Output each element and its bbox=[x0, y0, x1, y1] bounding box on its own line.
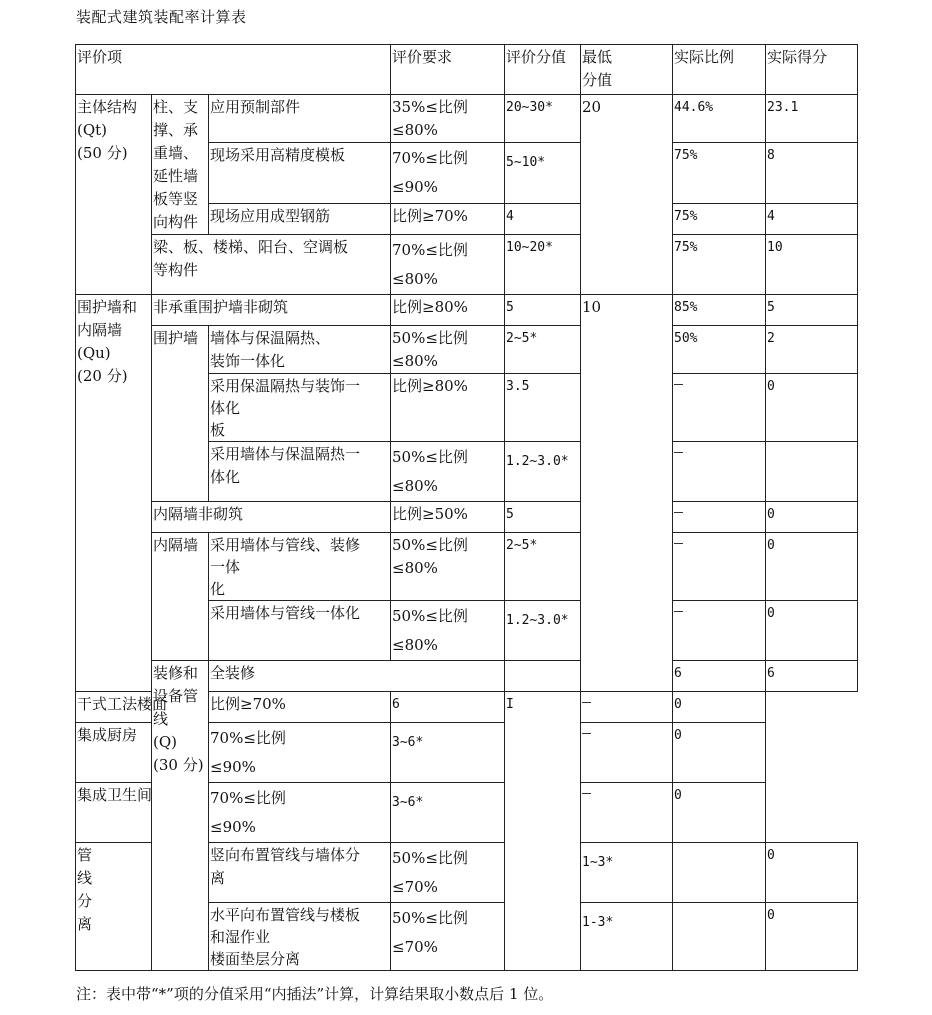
actual-formwork: 8 bbox=[766, 143, 858, 203]
actual-dry-floor: 0 bbox=[673, 692, 766, 723]
score-wall-pipe-deco: 2~5* bbox=[505, 533, 581, 601]
dash-mark bbox=[674, 543, 683, 544]
dash-mark bbox=[582, 702, 591, 703]
sub-dry-floor: 干式工法楼面 bbox=[76, 692, 209, 723]
ratio-nonload-wall: 85% bbox=[673, 295, 766, 326]
item-prefab: 应用预制部件 bbox=[209, 95, 391, 143]
actual-horizontal-pipe: 0 bbox=[766, 903, 858, 971]
req-wall-insulation-deco: 50%≤比例 ≤80% bbox=[391, 326, 505, 374]
actual-prefab: 23.1 bbox=[766, 95, 858, 143]
footnote: 注：表中带“*”项的分值采用“内插法”计算，计算结果取小数点后 1 位。 bbox=[76, 985, 554, 1003]
ratio-wall-pipe-deco bbox=[673, 533, 766, 601]
score-dry-floor: 6 bbox=[391, 692, 505, 723]
dash-mark bbox=[582, 793, 591, 794]
sub-kitchen: 集成厨房 bbox=[76, 723, 209, 783]
score-prefab: 20~30* bbox=[505, 95, 581, 143]
min-envelope: 10 bbox=[581, 295, 673, 692]
score-inner-wall-nonmasonry: 5 bbox=[505, 502, 581, 533]
actual-wall-insulation bbox=[766, 442, 858, 502]
req-horizontal-pipe: 50%≤比例 ≤70% bbox=[391, 903, 505, 971]
ratio-horizontal-pipe bbox=[673, 903, 766, 971]
assembly-rate-table bbox=[75, 44, 858, 971]
ratio-wall-insulation bbox=[673, 442, 766, 502]
score-formwork: 5~10* bbox=[505, 143, 581, 203]
group-decoration: 装修和 设备管线 (Q) (30 分) bbox=[152, 661, 209, 971]
dash-mark bbox=[674, 611, 683, 612]
page-title: 装配式建筑装配率计算表 bbox=[76, 8, 247, 26]
min-dry-floor: I bbox=[505, 692, 581, 971]
req-wall-pipe-deco: 50%≤比例 ≤80% bbox=[391, 533, 505, 601]
score-wall-pipe: 1.2~3.0* bbox=[505, 601, 581, 661]
req-nonload-wall: 比例≥80% bbox=[391, 295, 505, 326]
actual-nonload-wall: 5 bbox=[766, 295, 858, 326]
item-wall-insulation: 采用墙体与保温隔热一 体化 bbox=[209, 442, 391, 502]
group-main-structure: 主体结构 (Qt) (50 分) bbox=[76, 95, 152, 295]
score-full-decoration: 6 bbox=[673, 661, 766, 692]
actual-rebar: 4 bbox=[766, 203, 858, 234]
ratio-horizontal: 75% bbox=[673, 235, 766, 295]
score-wall-insulation-deco: 2~5* bbox=[505, 326, 581, 374]
item-vertical-pipe: 竖向布置管线与墙体分 离 bbox=[209, 843, 391, 903]
req-bathroom: 70%≤比例 ≤90% bbox=[209, 783, 391, 843]
dash-mark bbox=[674, 452, 683, 453]
sub-nonload-wall: 非承重围护墙非砌筑 bbox=[152, 295, 391, 326]
req-wall-pipe: 50%≤比例 ≤80% bbox=[391, 601, 505, 661]
score-horizontal: 10~20* bbox=[505, 235, 581, 295]
req-prefab: 35%≤比例 ≤80% bbox=[391, 95, 505, 143]
actual-bathroom: 0 bbox=[673, 783, 766, 843]
sub-horizontal-members: 梁、板、楼梯、阳台、空调板 等构件 bbox=[152, 235, 391, 295]
sub-full-decoration: 全装修 bbox=[209, 661, 505, 692]
req-rebar: 比例≥70% bbox=[391, 203, 505, 234]
req-formwork: 70%≤比例 ≤90% bbox=[391, 143, 505, 203]
item-wall-insulation-deco: 墙体与保温隔热、 装饰一体化 bbox=[209, 326, 391, 374]
sub-bathroom: 集成卫生间 bbox=[76, 783, 209, 843]
actual-horizontal: 10 bbox=[766, 235, 858, 295]
req-horizontal: 70%≤比例 ≤80% bbox=[391, 235, 505, 295]
group-envelope: 围护墙和 内隔墙 (Qu) (20 分) bbox=[76, 295, 152, 692]
sub-envelope-wall: 围护墙 bbox=[152, 326, 209, 502]
ratio-bathroom bbox=[581, 783, 673, 843]
req-wall-insulation: 50%≤比例 ≤80% bbox=[391, 442, 505, 502]
sub-inner-wall: 内隔墙 bbox=[152, 533, 209, 661]
item-horizontal-pipe: 水平向布置管线与楼板 和湿作业 楼面垫层分离 bbox=[209, 903, 391, 971]
actual-vertical-pipe: 0 bbox=[766, 843, 858, 903]
header-actual: 实际得分 bbox=[766, 45, 858, 95]
score-insulation-deco-board: 3.5 bbox=[505, 374, 581, 442]
ratio-prefab: 44.6% bbox=[673, 95, 766, 143]
sub-pipe-separation: 管 线 分 离 bbox=[76, 843, 152, 971]
ratio-insulation-deco-board bbox=[673, 374, 766, 442]
header-item: 评价项 bbox=[76, 45, 391, 95]
sub-vertical-members: 柱、支 撑、承 重墙、 延性墙 板等竖 向构件 bbox=[152, 95, 209, 235]
score-horizontal-pipe: 1-3* bbox=[581, 903, 673, 971]
ratio-inner-wall-nonmasonry bbox=[673, 502, 766, 533]
dash-mark bbox=[674, 384, 683, 385]
ratio-formwork: 75% bbox=[673, 143, 766, 203]
score-nonload-wall: 5 bbox=[505, 295, 581, 326]
actual-wall-pipe-deco: 0 bbox=[766, 533, 858, 601]
dash-mark bbox=[582, 733, 591, 734]
req-vertical-pipe: 50%≤比例 ≤70% bbox=[391, 843, 505, 903]
actual-kitchen: 0 bbox=[673, 723, 766, 783]
item-insulation-deco-board: 采用保温隔热与装饰一 体化 板 bbox=[209, 374, 391, 442]
score-wall-insulation: 1.2~3.0* bbox=[505, 442, 581, 502]
req-full-decoration bbox=[505, 661, 581, 692]
req-kitchen: 70%≤比例 ≤90% bbox=[209, 723, 391, 783]
actual-insulation-deco-board: 0 bbox=[766, 374, 858, 442]
ratio-vertical-pipe bbox=[673, 843, 766, 903]
ratio-rebar: 75% bbox=[673, 203, 766, 234]
req-inner-wall-nonmasonry: 比例≥50% bbox=[391, 502, 505, 533]
header-score: 评价分值 bbox=[505, 45, 581, 95]
min-full-decoration: 6 bbox=[766, 661, 858, 692]
score-kitchen: 3~6* bbox=[391, 723, 505, 783]
actual-inner-wall-nonmasonry: 0 bbox=[766, 502, 858, 533]
min-main: 20 bbox=[581, 95, 673, 295]
item-wall-pipe-deco: 采用墙体与管线、装修 一体 化 bbox=[209, 533, 391, 601]
header-ratio: 实际比例 bbox=[673, 45, 766, 95]
req-dry-floor: 比例≥70% bbox=[209, 692, 391, 723]
actual-wall-pipe: 0 bbox=[766, 601, 858, 661]
ratio-wall-pipe bbox=[673, 601, 766, 661]
item-rebar: 现场应用成型钢筋 bbox=[209, 203, 391, 234]
ratio-wall-insulation-deco: 50% bbox=[673, 326, 766, 374]
req-insulation-deco-board: 比例≥80% bbox=[391, 374, 505, 442]
score-vertical-pipe: 1~3* bbox=[581, 843, 673, 903]
dash-mark bbox=[674, 512, 683, 513]
score-rebar: 4 bbox=[505, 203, 581, 234]
sub-inner-wall-nonmasonry: 内隔墙非砌筑 bbox=[152, 502, 391, 533]
header-min-score: 最低 分值 bbox=[581, 45, 673, 95]
item-formwork: 现场采用高精度模板 bbox=[209, 143, 391, 203]
item-wall-pipe: 采用墙体与管线一体化 bbox=[209, 601, 391, 661]
header-requirement: 评价要求 bbox=[391, 45, 505, 95]
actual-wall-insulation-deco: 2 bbox=[766, 326, 858, 374]
ratio-dry-floor bbox=[581, 692, 673, 723]
score-bathroom: 3~6* bbox=[391, 783, 505, 843]
ratio-kitchen bbox=[581, 723, 673, 783]
